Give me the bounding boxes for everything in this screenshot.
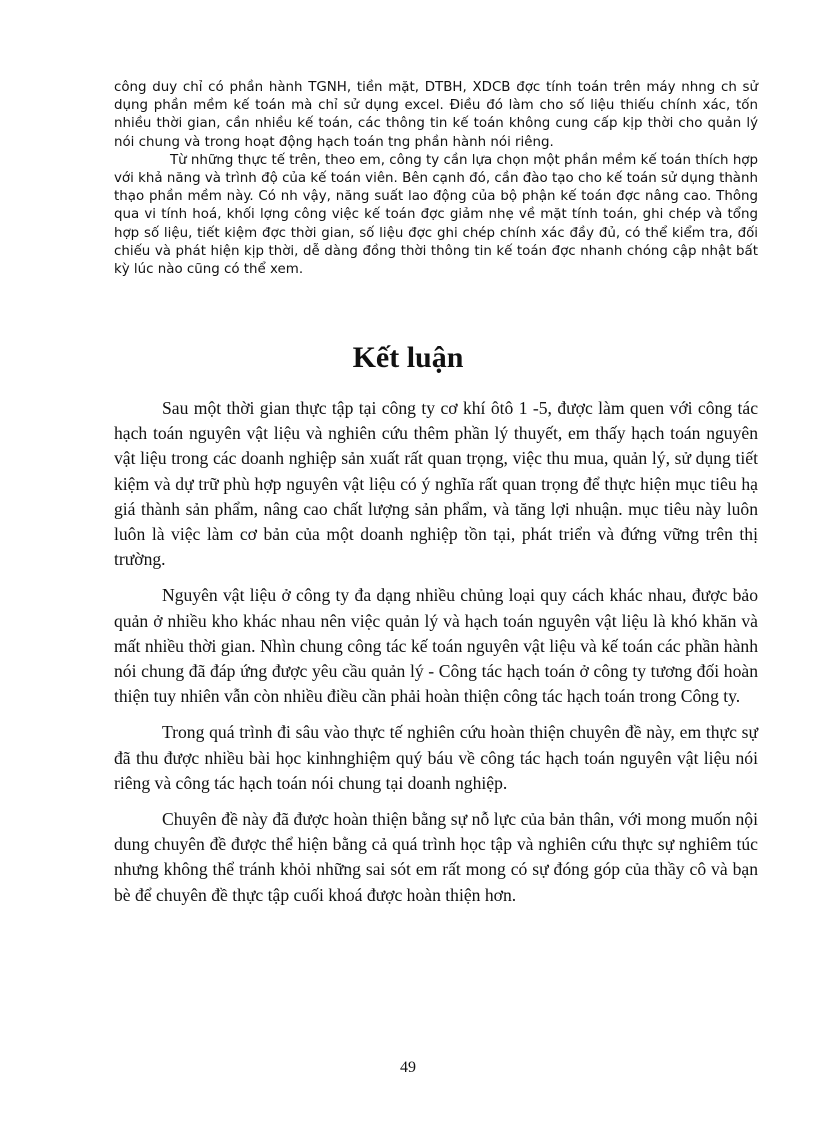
conclusion-paragraph-4: Chuyên đề này đã được hoàn thiện bằng sự nỗ lực của bản thân, với mong muốn nội dung chuyên đề được thể hiện bằng cả quá trình học tập và nghiên cứu thực sự nghiêm túc nhưng không thể tránh khỏi những sai sót em rất mong có sự đóng góp của thầy cô và bạn bè để chuyên đề thực tập cuối khoá được hoàn thiện hơn.: [114, 809, 758, 905]
intro-paragraph-2: Từ những thực tế trên, theo em, công ty cần lựa chọn một phần mềm kế toán thích hợp với khả năng và trình độ của kế toán viên. Bên cạnh đó, cần đào tạo cho kế toán sử dụng thành thạo phần mềm này. Có nh vậy, năng suất lao động của bộ phận kế toán đợc nâng cao. Thông qua vi tính hoá, khối lợng công việc kế toán đợc giảm nhẹ về mặt tính toán, ghi chép và tổng hợp số liệu, tiết kiệm đợc thời gian, số liệu đợc ghi chép chính xác đầy đủ, có thể kiểm tra, đối chiếu và phát hiện kịp thời, dễ dàng đồng thời thông tin kế toán đợc nhanh chóng cập nhật bất kỳ lúc nào cũng có thể xem.: [114, 152, 758, 278]
section-heading: Kết luận: [352, 341, 464, 374]
conclusion-paragraph-3: Trong quá trình đi sâu vào thực tế nghiên cứu hoàn thiện chuyên đề này, em thực sự đã thu được nhiều bài học kinhnghiệm quý báu về công tác hạch toán nguyên vật liệu nói riêng và công tác hạch toán nói chung tại doanh nghiệp.: [114, 722, 758, 793]
conclusion-paragraph-2: Nguyên vật liệu ở công ty đa dạng nhiều chủng loại quy cách khác nhau, được bảo quản ở nhiều kho khác nhau nên việc quản lý và hạch toán nguyên vật liệu là khó khăn và mất nhiều thời gian. Nhìn chung công tác kế toán nguyên vật liệu và kế toán các phần hành nói chung đã đáp ứng được yêu cầu quản lý - Công tác hạch toán ở công ty tương đối hoàn thiện tuy nhiên vẫn còn nhiều điều cần phải hoàn thiện công tác hạch toán trong Công ty.: [114, 585, 758, 707]
conclusion-section: [114, 396, 758, 919]
intro-section: [114, 79, 758, 279]
intro-paragraph-1: công duy chỉ có phần hành TGNH, tiền mặt, DTBH, XDCB đợc tính toán trên máy nhng ch sử dụng phần mềm kế toán mà chỉ sử dụng excel. Điều đó làm cho số liệu thiếu chính xác, tốn nhiều thời gian, cần nhiều kế toán, các thông tin kế toán không cung cấp kịp thời cho quản lý nói chung và trong hoạt động hạch toán tng phần hành nói riêng.: [114, 80, 758, 150]
page-number: 49: [400, 1059, 416, 1076]
conclusion-paragraph-1: Sau một thời gian thực tập tại công ty cơ khí ôtô 1 -5, được làm quen với công tác hạch toán nguyên vật liệu và nghiên cứu thêm phần lý thuyết, em thấy hạch toán nguyên vật liệu trong các doanh nghiệp sản xuất rất quan trọng, việc thu mua, quản lý, sử dụng tiết kiệm và dự trữ phù hợp nguyên vật liệu có ý nghĩa rất quan trọng để thực hiện mục tiêu hạ giá thành sản phẩm, nâng cao chất lượng sản phẩm, và tăng lợi nhuận. mục tiêu này luôn luôn là việc làm cơ bản của một doanh nghiệp tồn tại, phát triển và đứng vững trên thị trường.: [114, 398, 758, 570]
